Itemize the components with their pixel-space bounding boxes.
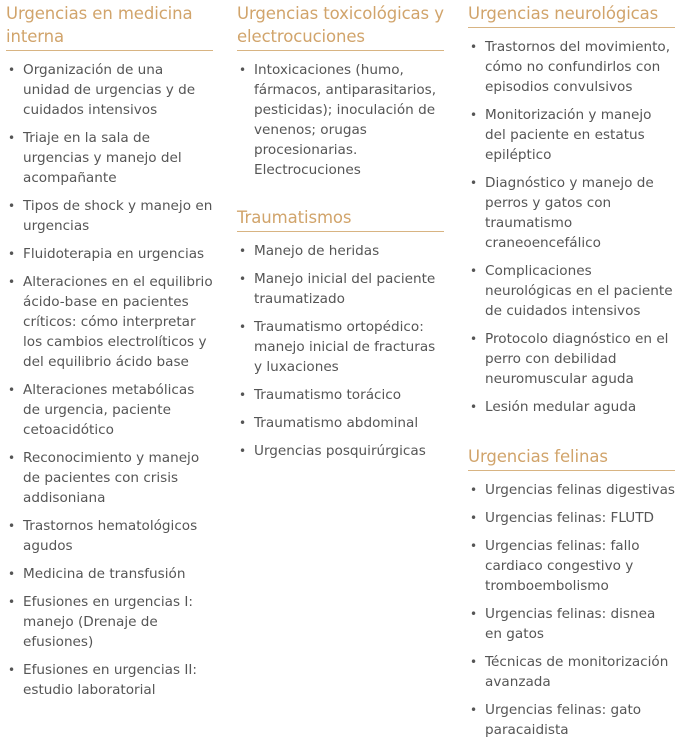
list-item-text: Urgencias felinas: FLUTD bbox=[485, 510, 654, 526]
list-item bbox=[237, 60, 444, 180]
list-item-text: Protocolo diagnóstico en el perro con debilidad neuromuscular aguda bbox=[485, 331, 669, 387]
list-item bbox=[237, 269, 444, 309]
section-spacer bbox=[237, 188, 444, 204]
list-item-text: Lesión medular aguda bbox=[485, 399, 637, 415]
bullet-icon: • bbox=[239, 444, 247, 458]
list-item-text: Trastornos del movimiento, cómo no confundirlos con episodios convulsivos bbox=[485, 39, 671, 95]
list-item-text: Diagnóstico y manejo de perros y gatos con traumatismo craneoencefálico bbox=[485, 175, 654, 251]
list-item bbox=[468, 37, 675, 97]
list-item-text: Técnicas de monitorización avanzada bbox=[485, 654, 669, 690]
list-item-text: Organización de una unidad de urgencias y de cuidados intensivos bbox=[23, 62, 196, 118]
list-item bbox=[6, 380, 213, 440]
column-2 bbox=[237, 0, 444, 469]
bullet-icon: • bbox=[470, 703, 478, 717]
list-item bbox=[468, 105, 675, 165]
list-item bbox=[6, 516, 213, 556]
topic-list bbox=[6, 60, 213, 700]
section-toxicologicas bbox=[237, 0, 444, 180]
topic-list bbox=[468, 37, 675, 417]
list-item-text: Monitorización y manejo del paciente en estatus epiléptico bbox=[485, 107, 652, 163]
section-medicina-interna bbox=[6, 0, 213, 700]
list-item bbox=[237, 441, 444, 461]
bullet-icon: • bbox=[470, 264, 478, 278]
list-item bbox=[6, 244, 213, 264]
section-felinas bbox=[468, 443, 675, 740]
list-item bbox=[468, 173, 675, 253]
section-heading: Urgencias toxicológicas y electrocuciones bbox=[237, 0, 444, 51]
list-item bbox=[468, 508, 675, 528]
section-traumatismos bbox=[237, 204, 444, 461]
list-item-text: Efusiones en urgencias I: manejo (Drenaje de efusiones) bbox=[23, 594, 193, 650]
bullet-icon: • bbox=[239, 244, 247, 258]
topic-list bbox=[237, 241, 444, 461]
bullet-icon: • bbox=[8, 595, 16, 609]
bullet-icon: • bbox=[239, 388, 247, 402]
list-item-text: Manejo de heridas bbox=[254, 243, 380, 259]
list-item bbox=[468, 536, 675, 596]
list-item-text: Manejo inicial del paciente traumatizado bbox=[254, 271, 436, 307]
bullet-icon: • bbox=[470, 511, 478, 525]
list-item-text: Fluidoterapia en urgencias bbox=[23, 246, 205, 262]
section-heading: Urgencias felinas bbox=[468, 443, 675, 471]
section-heading: Traumatismos bbox=[237, 204, 444, 232]
list-item bbox=[6, 564, 213, 584]
bullet-icon: • bbox=[8, 63, 16, 77]
bullet-icon: • bbox=[470, 607, 478, 621]
list-item bbox=[468, 397, 675, 417]
bullet-icon: • bbox=[239, 416, 247, 430]
list-item-text: Urgencias felinas digestivas bbox=[485, 482, 675, 498]
bullet-icon: • bbox=[8, 131, 16, 145]
topic-list bbox=[237, 60, 444, 180]
topic-list bbox=[468, 480, 675, 740]
bullet-icon: • bbox=[8, 199, 16, 213]
bullet-icon: • bbox=[8, 663, 16, 677]
list-item bbox=[6, 448, 213, 508]
list-item bbox=[6, 60, 213, 120]
list-item-text: Urgencias posquirúrgicas bbox=[254, 443, 426, 459]
section-spacer bbox=[468, 425, 675, 443]
list-item-text: Reconocimiento y manejo de pacientes con crisis addisoniana bbox=[23, 450, 200, 506]
bullet-icon: • bbox=[8, 247, 16, 261]
bullet-icon: • bbox=[8, 451, 16, 465]
list-item-text: Trastornos hematológicos agudos bbox=[23, 518, 198, 554]
column-1 bbox=[6, 0, 213, 708]
bullet-icon: • bbox=[470, 539, 478, 553]
list-item-text: Urgencias felinas: gato paracaidista bbox=[485, 702, 642, 738]
list-item-text: Traumatismo ortopédico: manejo inicial de fracturas y luxaciones bbox=[254, 319, 436, 375]
list-item bbox=[468, 261, 675, 321]
list-item bbox=[6, 272, 213, 372]
list-item bbox=[6, 660, 213, 700]
list-item bbox=[468, 652, 675, 692]
bullet-icon: • bbox=[470, 655, 478, 669]
list-item bbox=[468, 329, 675, 389]
list-item bbox=[237, 241, 444, 261]
list-item-text: Alteraciones en el equilibrio ácido-base en pacientes críticos: cómo interpretar los cambios electrolíticos y del equilibrio ácido base bbox=[23, 274, 213, 370]
list-item bbox=[6, 592, 213, 652]
list-item-text: Traumatismo torácico bbox=[254, 387, 402, 403]
list-item-text: Complicaciones neurológicas en el paciente de cuidados intensivos bbox=[485, 263, 673, 319]
bullet-icon: • bbox=[8, 275, 16, 289]
list-item bbox=[237, 413, 444, 433]
bullet-icon: • bbox=[8, 519, 16, 533]
list-item-text: Intoxicaciones (humo, fármacos, antiparasitarios, pesticidas); inoculación de venenos; orugas procesionarias. Electrocuciones bbox=[254, 62, 437, 178]
bullet-icon: • bbox=[470, 332, 478, 346]
section-neurologicas bbox=[468, 0, 675, 417]
bullet-icon: • bbox=[470, 483, 478, 497]
list-item bbox=[6, 128, 213, 188]
list-item bbox=[468, 480, 675, 500]
list-item bbox=[237, 317, 444, 377]
list-item bbox=[468, 604, 675, 644]
column-3 bbox=[468, 0, 675, 748]
list-item-text: Triaje en la sala de urgencias y manejo del acompañante bbox=[23, 130, 182, 186]
list-item-text: Alteraciones metabólicas de urgencia, paciente cetoacidótico bbox=[23, 382, 195, 438]
bullet-icon: • bbox=[8, 383, 16, 397]
list-item-text: Traumatismo abdominal bbox=[254, 415, 419, 431]
bullet-icon: • bbox=[239, 272, 247, 286]
section-heading: Urgencias en medicina interna bbox=[6, 0, 213, 51]
list-item bbox=[237, 385, 444, 405]
list-item-text: Efusiones en urgencias II: estudio laboratorial bbox=[23, 662, 198, 698]
bullet-icon: • bbox=[8, 567, 16, 581]
bullet-icon: • bbox=[470, 40, 478, 54]
bullet-icon: • bbox=[239, 63, 247, 77]
section-heading: Urgencias neurológicas bbox=[468, 0, 675, 28]
bullet-icon: • bbox=[470, 400, 478, 414]
list-item-text: Urgencias felinas: fallo cardiaco congestivo y tromboembolismo bbox=[485, 538, 640, 594]
list-item-text: Tipos de shock y manejo en urgencias bbox=[23, 198, 213, 234]
bullet-icon: • bbox=[470, 108, 478, 122]
bullet-icon: • bbox=[470, 176, 478, 190]
list-item-text: Medicina de transfusión bbox=[23, 566, 186, 582]
bullet-icon: • bbox=[239, 320, 247, 334]
list-item bbox=[6, 196, 213, 236]
list-item bbox=[468, 700, 675, 740]
list-item-text: Urgencias felinas: disnea en gatos bbox=[485, 606, 656, 642]
